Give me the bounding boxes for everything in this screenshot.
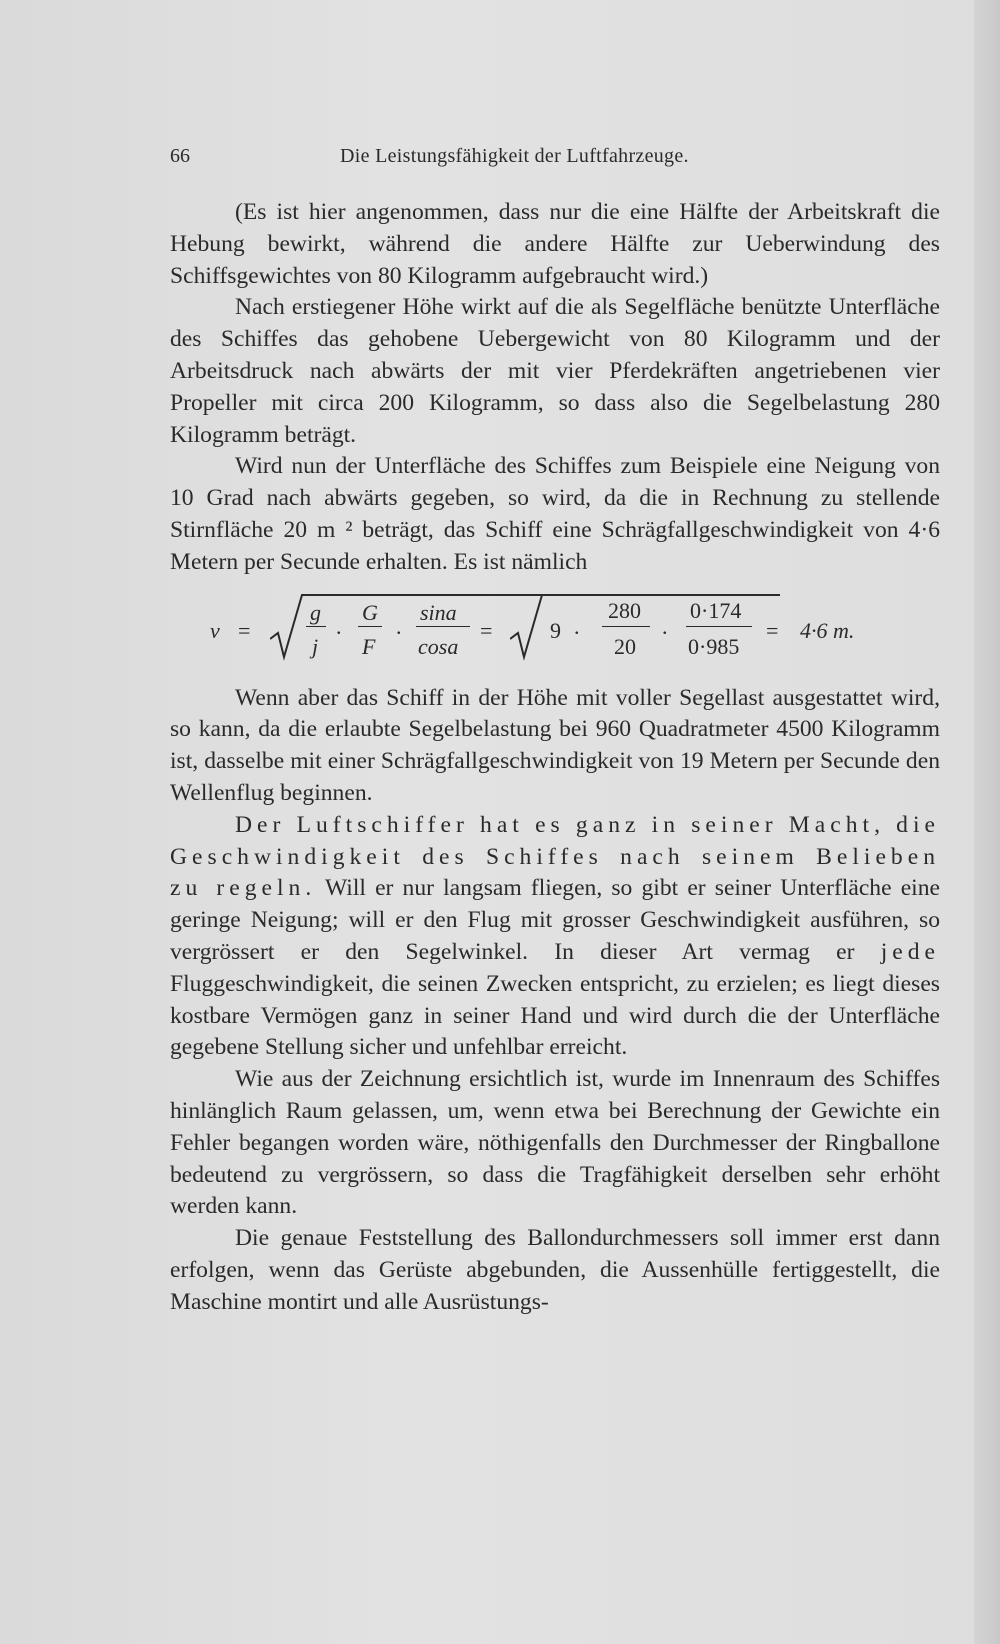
formula-v: v	[210, 617, 220, 643]
formula-dot-3: .	[574, 613, 580, 639]
formula-result: 4·6 m.	[800, 617, 855, 643]
paragraph-2: Nach erstiegener Höhe wirkt auf die als Segelfläche benützte Unterfläche des Schiffes das gehobene Uebergewicht von 80 Kilogramm und der Arbeitsdruck nach abwärts der mit vier Pferdekräften angetriebenen vier Propeller mit circa 200 Kilogramm, so dass also die Segelbelastung 280 Kilogramm beträgt.	[170, 294, 940, 448]
formula-g: g	[310, 599, 321, 625]
velocity-formula	[170, 587, 940, 675]
fraction-line-0174-0985	[686, 626, 752, 627]
page-header	[170, 145, 940, 175]
body-text	[170, 197, 940, 1319]
fraction-line-G-F	[358, 626, 382, 627]
formula-j: j	[312, 633, 319, 659]
formula-equals-2: =	[480, 617, 493, 643]
paragraph-4: Wenn aber das Schiff in der Höhe mit voller Segellast ausgestattet wird, so kann, da die erlaubte Segelbelastung bei 960 Quadratmeter 4500 Kilogramm ist, dasselbe mit einer Schrägfallgeschwindigkeit von 19 Metern per Secunde den Wellenflug beginnen.	[170, 684, 940, 806]
formula-dot-1: .	[336, 613, 342, 639]
paragraph-5-part-1: Will er nur langsam fliegen, so gibt er seiner Unterfläche eine geringe Neigung; will er den Flug mit grosser Geschwindigkeit ausführen, so vergrössert er den Segelwinkel. In dieser Art vermag er	[170, 875, 940, 965]
page-number: 66	[170, 145, 190, 167]
paragraph-3: Wird nun der Unterfläche des Schiffes zum Beispiele eine Neigung von 10 Grad nach abwärts gegeben, so wird, da die in Rechnung zu stellende Stirnfläche 20 m ² beträgt, das Schiff eine Schrägfallgeschwindigkeit von 4·6 Metern per Secunde erhalten. Es ist nämlich	[170, 453, 940, 575]
fraction-line-280-20	[602, 626, 650, 627]
formula-nine: 9	[550, 617, 561, 643]
paragraph-1: (Es ist hier angenommen, dass nur die eine Hälfte der Arbeitskraft die Hebung bewirkt, während die andere Hälfte zur Ueberwindung des Schiffsgewichtes von 80 Kilogramm aufgebraucht wird.)	[170, 199, 940, 289]
fraction-line-sina-cosa	[416, 626, 470, 627]
emphasis-spaced: Der Luftschiffer hat es ganz in seiner Macht, die Geschwindigkeit des Schiffes nach seinem Belieben zu regeln.	[170, 811, 940, 902]
formula-equals-3: =	[766, 617, 779, 643]
page-edge	[974, 0, 1000, 1644]
paragraph-5-part-2: Fluggeschwindigkeit, die seinen Zwecken entspricht, zu erzielen; es liegt dieses kostbare Vermögen ganz in seiner Hand und wird durch die der Unterfläche gegebene Stellung sicher und unfehlbar erreicht.	[170, 970, 940, 1061]
running-head: Die Leistungsfähigkeit der Luftfahrzeuge.	[340, 145, 689, 167]
formula-20: 20	[614, 633, 636, 659]
fraction-line-g-j	[306, 626, 326, 627]
emphasis-jede: jede	[880, 938, 940, 965]
paragraph-5	[170, 810, 940, 1064]
formula-cosa: cosa	[418, 633, 459, 659]
paragraph-6: Wie aus der Zeichnung ersichtlich ist, wurde im Innenraum des Schiffes hinlänglich Raum gelassen, um, wenn etwa bei Berechnung der Gewichte ein Fehler begangen worden wäre, nöthigenfalls den Durchmesser der Ringballone bedeutend zu vergrössern, so dass die Tragfähigkeit derselben sehr erhöht werden kann.	[170, 1066, 940, 1220]
formula-G: G	[362, 599, 378, 625]
formula-dot-2: .	[396, 613, 402, 639]
formula-sina: sina	[420, 599, 457, 625]
formula-F: F	[362, 633, 376, 659]
formula-280: 280	[608, 597, 641, 623]
formula-dot-4: .	[662, 613, 668, 639]
paragraph-7: Die genaue Feststellung des Ballondurchmessers soll immer erst dann erfolgen, wenn das Gerüste abgebunden, die Aussenhülle fertiggestellt, die Maschine montirt und alle Ausrüstungs-	[170, 1225, 940, 1315]
formula-0174: 0·174	[690, 597, 742, 623]
formula-0985: 0·985	[688, 633, 740, 659]
formula-equals-1: =	[238, 617, 251, 643]
